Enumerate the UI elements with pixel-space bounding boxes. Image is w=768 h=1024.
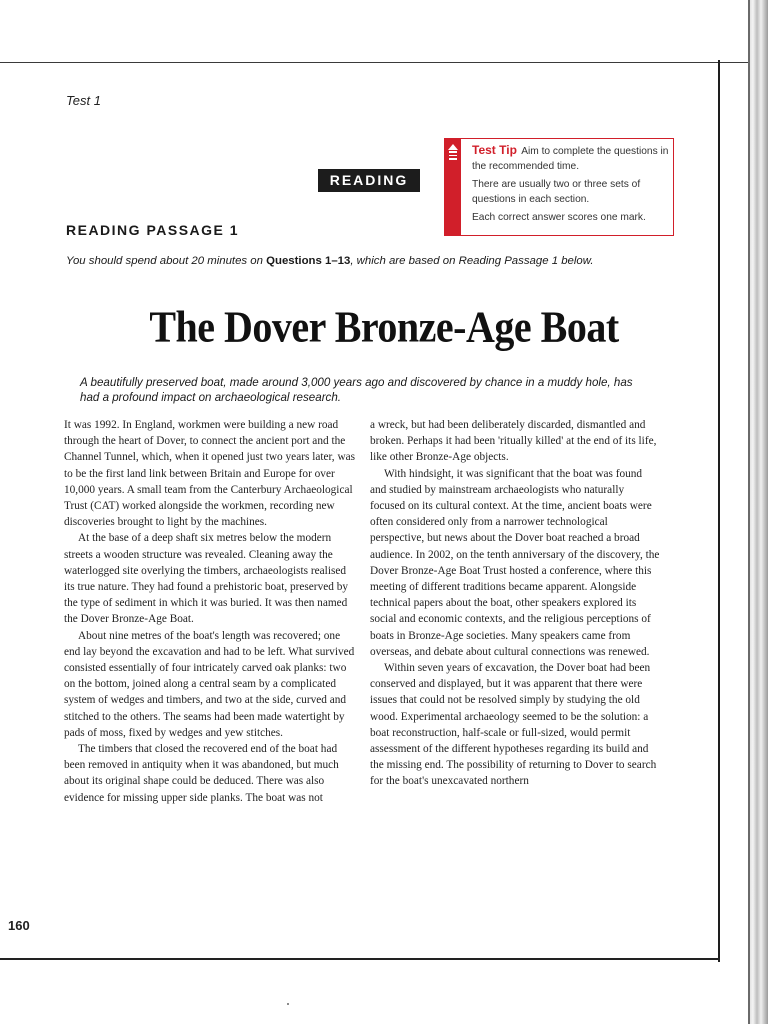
paragraph: It was 1992. In England, workmen were building a new road through the heart of Dover, to connect the ancient port and the Channel Tunnel, which, when it opened just two years later, was to be the first land link between Britain and Europe for over 10,000 years. A small team from the Canterbury Archaeological Trust (CAT) worked alongside the workmen, recording new discoveries brought to light by the machines. <box>64 419 356 529</box>
test-tip-line-2: There are usually two or three sets of questions in each section. <box>472 179 641 205</box>
paragraph: a wreck, but had been deliberately discarded, dismantled and broken. Perhaps it had been 'ritually killed' at the end of its life, like other Bronze-Age objects. <box>370 419 657 464</box>
passage-heading: READING PASSAGE 1 <box>66 222 240 238</box>
paragraph: At the base of a deep shaft six metres below the modern streets a wooden structure was revealed. Cleaning away the waterlogged site overlying the timbers, archaeologists realised its true nature. They had found a prehistoric boat, preserved by the type of sediment in which it was buried. It was then named the Dover Bronze-Age Boat. <box>64 532 349 626</box>
top-rule <box>0 62 748 63</box>
instructions-questions: Questions 1–13 <box>266 255 351 267</box>
instructions-text-start: You should spend about 20 minutes on <box>66 255 267 267</box>
passage-title: The Dover Bronze-Age Boat <box>149 301 619 352</box>
passage-subtitle: A beautifully preserved boat, made around 3,000 years ago and discovered by chance in a muddy hole, has had a profound impact on archaeological research. <box>80 376 633 404</box>
passage-instructions <box>66 254 626 269</box>
test-label: Test 1 <box>66 93 101 108</box>
left-column <box>64 417 358 806</box>
paragraph: Within seven years of excavation, the Dover boat had been conserved and displayed, but it was apparent that there were issues that could not be resolved simply by studying the old wood. Experimental archaeology seemed to be the solution: a boat reconstruction, half-scale or full-sized, would permit assessment of the different hypotheses regarding its build and the missing end. The possibility of returning to Dover to search for the boat's unexcavated northern <box>370 662 657 788</box>
paragraph: The timbers that closed the recovered end of the boat had been removed in antiquity when it was abandoned, but much about its original shape could be deduced. There was also evidence for missing upper side planks. The boat was not <box>64 743 339 804</box>
test-tip-line-3: Each correct answer scores one mark. <box>472 212 646 223</box>
book-binding-edge <box>748 0 768 1024</box>
page-number: 160 <box>8 918 30 933</box>
test-tip-title: Test Tip <box>472 143 517 157</box>
bottom-rule <box>0 958 720 960</box>
test-tip-line-1: Aim to complete the questions in the recommended time. <box>472 146 669 172</box>
speck <box>287 1003 289 1005</box>
binding-edge-line <box>748 0 750 1024</box>
page-edge-shadow <box>718 60 720 962</box>
right-column <box>370 417 660 790</box>
paragraph: About nine metres of the boat's length was recovered; one end lay beyond the excavation and had to be left. What survived consisted essentially of four intricately carved oak planks: two on the bottom, joined along a central seam by a complicated system of wedges and timbers, and two at the side, curved and stitched to the others. The seams had been made watertight by pads of moss, fixed by wedges and yew stitches. <box>64 629 355 739</box>
test-tip-box <box>444 138 674 236</box>
instructions-text-end: , which are based on Reading Passage 1 below. <box>350 255 594 267</box>
arrow-up-icon <box>448 144 458 150</box>
lines-icon <box>449 151 457 162</box>
tip-sidebar <box>445 139 461 235</box>
paragraph: With hindsight, it was significant that the boat was found and studied by mainstream archaeologists who naturally focused on its cultural context. At the time, ancient boats were often considered only from a narrower technological perspective, but news about the Dover boat reached a broad audience. In 2002, on the tenth anniversary of the discovery, the Dover Bronze-Age Boat Trust hosted a conference, where this meeting of different traditions became apparent. Alongside technical papers about the boat, other speakers explored its social and economic contexts, and the religious perceptions of boats in Bronze-Age societies. Many speakers came from overseas, and debate about cultural connections was renewed. <box>370 467 660 658</box>
reading-section-badge: READING <box>318 169 420 192</box>
test-tip-text <box>472 143 670 230</box>
